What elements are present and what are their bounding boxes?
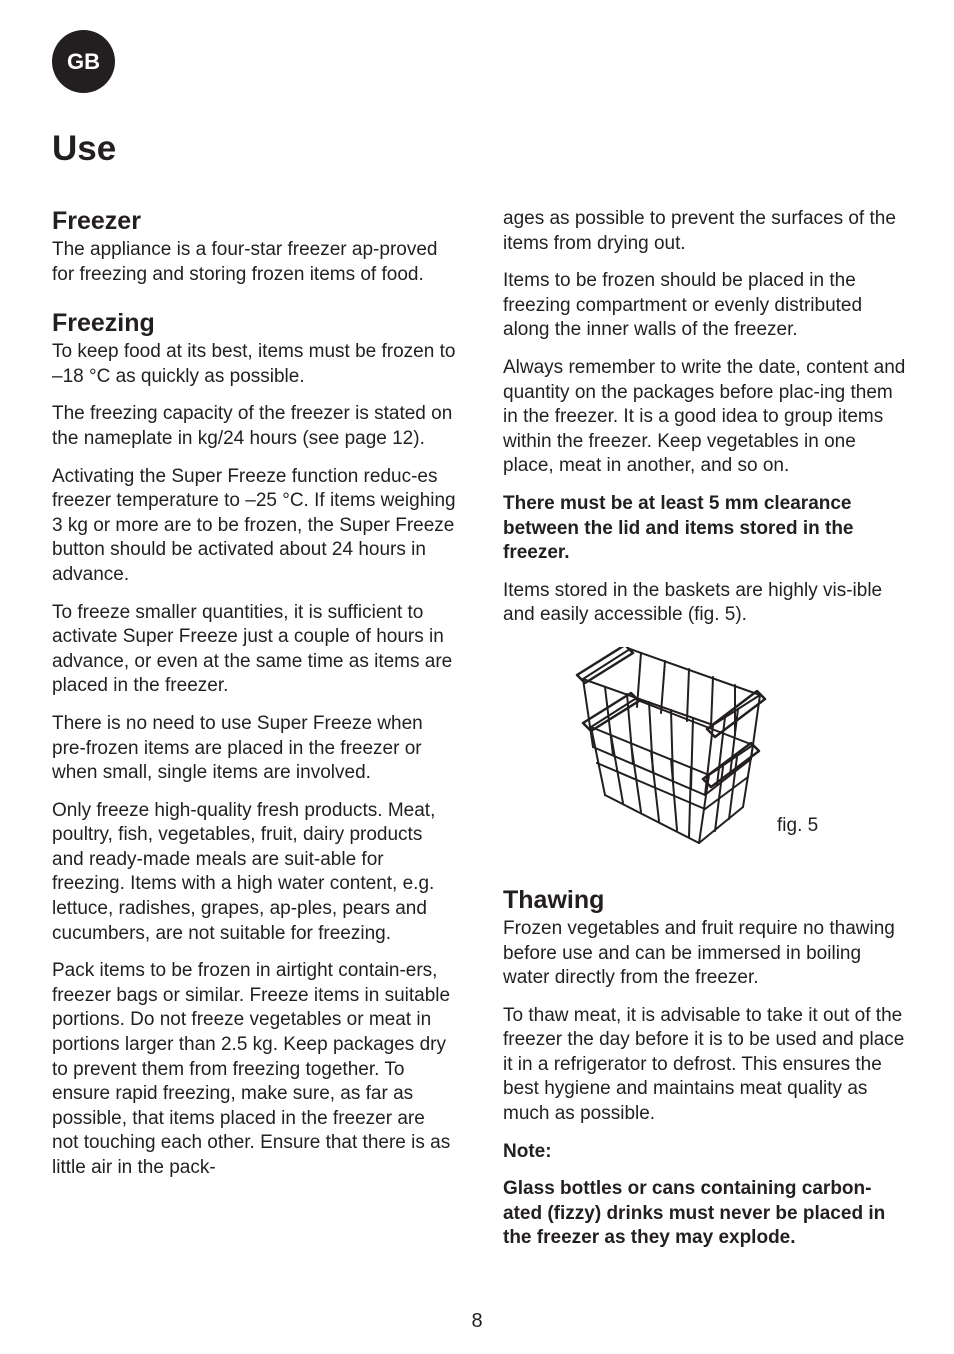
thawing-paragraph-1: Frozen vegetables and fruit require no thawing before use and can be immersed in boiling water directly from the freezer. (503, 917, 895, 989)
language-badge: GB (52, 30, 115, 93)
freezing-paragraph-9: Items to be frozen should be placed in the freezing compartment or evenly distributed along the inner walls of the freezer. (503, 270, 863, 341)
figure-caption: fig. 5 (777, 814, 819, 836)
section-heading-thawing: Thawing (503, 885, 605, 914)
freezing-paragraph-2: The freezing capacity of the freezer is stated on the nameplate in kg/24 hours (see page 12). (52, 403, 453, 449)
freezer-paragraph: The appliance is a four-star freezer ap-proved for freezing and storing frozen items of food. (52, 239, 438, 285)
freezing-paragraph-3: Activating the Super Freeze function reduc-es freezer temperature to –25 °C. If items weighing 3 kg or more are to be frozen, the Super Freeze button should be activated about 24 hours in advance. (52, 465, 456, 585)
right-column (503, 207, 907, 1264)
left-column (52, 206, 456, 1194)
freezing-paragraph-5: There is no need to use Super Freeze when pre-frozen items are placed in the freezer or when small, single items are involved. (52, 712, 423, 784)
freezing-paragraph-1: To keep food at its best, items must be frozen to –18 °C as quickly as possible. (52, 341, 456, 387)
section-heading-freezer: Freezer (52, 207, 141, 235)
clearance-warning: There must be at least 5 mm clearance between the lid and items stored in the freezer. (503, 492, 854, 564)
note-label: Note: (503, 1140, 552, 1162)
freezing-paragraph-7: Pack items to be frozen in airtight contain-ers, freezer bags or similar. Freeze items in suitable portions. Do not freeze vegetables or meat in portions larger than 2.5 kg. Keep packages dry to prevent them from freezing together. To ensure rapid freezing, make sure, as far as possible, that items placed in the freezer are not touching each other. Ensure that there is as little air in the pack- (52, 960, 451, 1178)
page-title: Use (52, 129, 117, 168)
freezing-paragraph-8: ages as possible to prevent the surfaces of the items from drying out. (503, 208, 896, 254)
freezing-paragraph-6: Only freeze high-quality fresh products. Meat, poultry, fish, vegetables, fruit, dairy products and ready-made meals are suit-able for freezing. Items with a high water content, e.g. lettuce, radishes, grapes, ap-ples, pears and cucumbers, are not suitable for freezing. (52, 799, 436, 944)
wire-baskets-illustration (575, 647, 775, 847)
thawing-paragraph-2: To thaw meat, it is advisable to take it out of the freezer the day before it is to be used and place it in a refrigerator to defrost. This ensures the best hygiene and maintains meat quality as much as possible. (503, 1004, 905, 1125)
page-number: 8 (471, 1310, 483, 1332)
note-text: Glass bottles or cans containing carbon-ated (fizzy) drinks must never be placed in the freezer as they may explode. (503, 1178, 886, 1249)
freezing-paragraph-4: To freeze smaller quantities, it is sufficient to activate Super Freeze just a couple of hours in advance, or even at the same time as items are placed in the freezer. (52, 601, 453, 697)
freezing-paragraph-11: Items stored in the baskets are highly vis-ible and easily accessible (fig. 5). (503, 579, 883, 626)
section-heading-freezing: Freezing (52, 309, 155, 338)
freezing-paragraph-10: Always remember to write the date, content and quantity on the packages before plac-ing them in the freezer. It is a good idea to group items within the freezer. Keep vegetables in one place, meat in another, and so on. (503, 356, 906, 477)
figure-5 (503, 641, 907, 869)
